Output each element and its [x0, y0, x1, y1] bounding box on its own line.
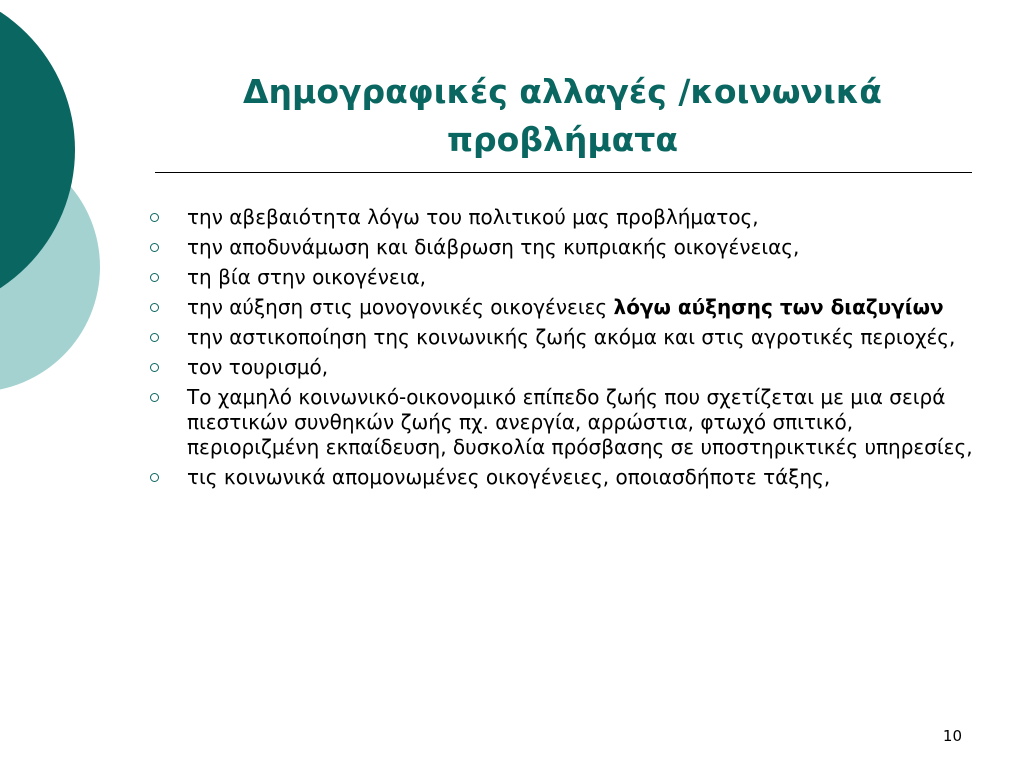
bullet-text-regular: την αβεβαιότητα λόγω του πολιτικού μας προβλήματος, [187, 205, 759, 229]
bullet-text [187, 205, 759, 229]
bullet-item [145, 295, 975, 320]
bullet-item [145, 205, 975, 230]
hollow-circle-bullet-icon [150, 473, 159, 482]
bullet-text [187, 325, 955, 349]
hollow-circle-bullet-icon [150, 303, 159, 312]
bullet-text-bold: λόγω αύξησης των διαζυγίων [613, 295, 944, 319]
bullet-item [145, 325, 975, 350]
hollow-circle-bullet-icon [150, 363, 159, 372]
hollow-circle-bullet-icon [150, 333, 159, 342]
bullet-item [145, 235, 975, 260]
hollow-circle-bullet-icon [150, 213, 159, 222]
title-divider [155, 172, 972, 173]
bullet-item [145, 355, 975, 380]
hollow-circle-bullet-icon [150, 243, 159, 252]
bullet-text [187, 385, 973, 459]
hollow-circle-bullet-icon [150, 273, 159, 282]
bullet-text [187, 295, 944, 319]
slide-title-line-1: Δημογραφικές αλλαγές /κοινωνικά [243, 72, 882, 111]
slide-title-line-2: προβλήματα [446, 120, 679, 159]
bullet-text-regular: την αύξηση στις μονογονικές οικογένειες [187, 295, 614, 319]
bullet-text [187, 265, 426, 289]
bullet-text [187, 235, 799, 259]
bullet-text [187, 355, 328, 379]
page-number: 10 [942, 727, 962, 745]
bullet-list [145, 205, 975, 495]
bullet-text-regular: τη βία στην οικογένεια, [187, 265, 427, 289]
bullet-item [145, 465, 975, 490]
bullet-text-regular: τις κοινωνικά απομονωμένες οικογένειες, οποιασδήποτε τάξης, [187, 465, 831, 489]
bullet-item [145, 385, 975, 460]
bullet-text [187, 465, 830, 489]
bullet-text-regular: Το χαμηλό κοινωνικό-οικονομικό επίπεδο ζωής που σχετίζεται με μια σειρά πιεστικών συνθηκών ζωής πχ. ανεργία, αρρώστια, φτωχό σπιτικό, περιοριζμένη εκπαίδευση, δυσκολία πρόσβασης σε υποστηρικτικές υπηρεσίες, [187, 385, 973, 459]
slide-title [155, 68, 970, 164]
bullet-text-regular: τον τουρισμό, [187, 355, 329, 379]
bullet-text-regular: την αποδυνάμωση και διάβρωση της κυπριακής οικογένειας, [187, 235, 800, 259]
bullet-item [145, 265, 975, 290]
hollow-circle-bullet-icon [150, 393, 159, 402]
bullet-text-regular: την αστικοποίηση της κοινωνικής ζωής ακόμα και στις αγροτικές περιοχές, [187, 325, 956, 349]
